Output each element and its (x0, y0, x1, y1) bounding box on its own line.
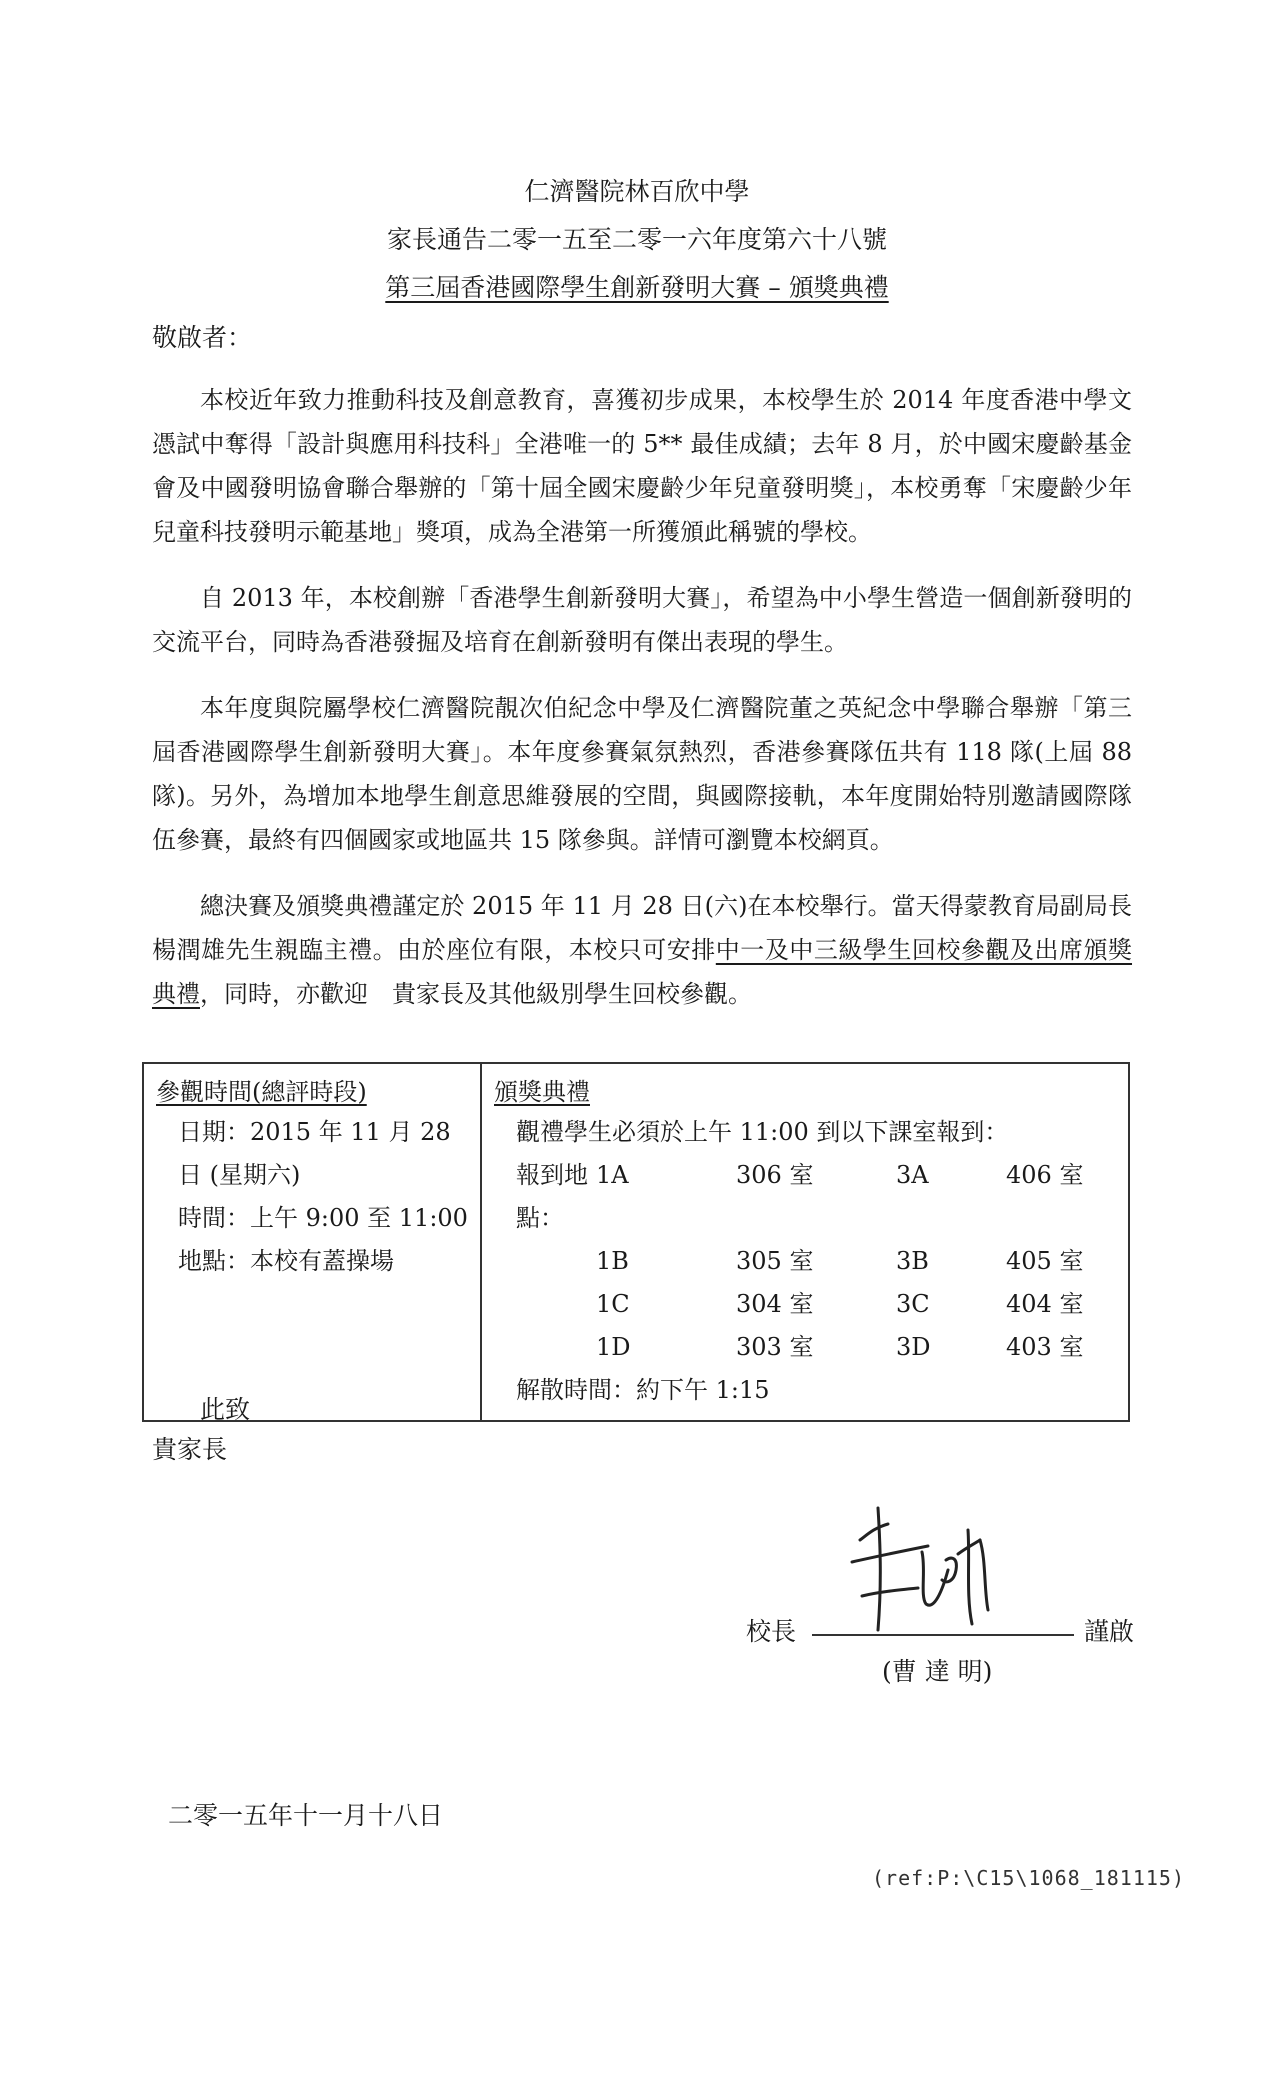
paragraph-4-text-a: 總決賽及頒獎典禮謹定於 2015 年 11 月 28 日(六)在本校舉行。當天得蒙教育局副局長楊潤雄先生親臨主禮。由於座位有限，本校只可安排 (152, 892, 1132, 964)
schedule-table (142, 1062, 1130, 1422)
visit-cell (143, 1063, 481, 1421)
reference-number: (ref:P:\C15\1068_181115) (872, 1866, 1185, 1890)
principal-signature (838, 1500, 1008, 1644)
room-class: 1C (596, 1290, 630, 1318)
school-name: 仁濟醫院林百欣中學 (524, 177, 750, 206)
room-class: 1D (596, 1333, 631, 1361)
room-number: 403 室 (1006, 1333, 1084, 1361)
paragraph-3: 本年度與院屬學校仁濟醫院靚次伯紀念中學及仁濟醫院董之英紀念中學聯合舉辦「第三屆香港國際學生創新發明大賽」。本年度參賽氣氛熱烈，香港參賽隊伍共有 118 隊(上屆 88 隊)。另外，為增加本地學生創意思維發展的空間，與國際接軌，本年度開始特別邀請國際隊伍參賽，最終有四個國家或地區共 15 隊參與。詳情可瀏覽本校網頁。 (152, 694, 1132, 854)
report-location-label: 報到地點： (516, 1161, 588, 1232)
room-class: 3B (896, 1247, 929, 1275)
room-number: 405 室 (1006, 1247, 1084, 1275)
principal-name: (曹 達 明) (882, 1657, 993, 1686)
signature-image (838, 1500, 1008, 1640)
notice-number: 家長通告二零一五至二零一六年度第六十八號 (386, 225, 887, 254)
ceremony-heading: 頒獎典禮 (494, 1078, 590, 1106)
dismissal-time: 解散時間：約下午 1:15 (516, 1376, 770, 1404)
respectfully-label: 謹啟 (1084, 1617, 1135, 1646)
closing-salutation: 此致 (200, 1395, 251, 1424)
room-class: 3C (896, 1290, 930, 1318)
notice-body (152, 378, 1132, 1038)
paragraph-1: 本校近年致力推動科技及創意教育，喜獲初步成果，本校學生於 2014 年度香港中學文憑試中奪得「設計與應用科技科」全港唯一的 5** 最佳成績；去年 8 月，於中國宋慶齡基金會及中國發明協會聯合舉辦的「第十屆全國宋慶齡少年兒童發明獎」，本校勇奪「宋慶齡少年兒童科技發明示範基地」獎項，成為全港第一所獲頒此稱號的學校。 (152, 386, 1132, 546)
paragraph-4-underlined: 中一及中三級學生回校參觀及出席頒獎典禮 (152, 936, 1133, 1008)
visit-date: 日期：2015 年 11 月 28 日 (星期六) (178, 1118, 451, 1189)
notice-subject: 第三屆香港國際學生創新發明大賽 – 頒獎典禮 (385, 273, 889, 302)
room-number: 303 室 (736, 1333, 814, 1361)
visit-time: 時間：上午 9:00 至 11:00 (178, 1204, 468, 1232)
room-class: 1B (596, 1247, 629, 1275)
room-number: 306 室 (736, 1161, 814, 1189)
paragraph-2: 自 2013 年，本校創辦「香港學生創新發明大賽」，希望為中小學生營造一個創新發明的交流平台，同時為香港發掘及培育在創新發明有傑出表現的學生。 (152, 584, 1132, 656)
greeting: 敬啟者： (152, 323, 253, 352)
ceremony-instruction: 觀禮學生必須於上午 11:00 到以下課室報到： (516, 1118, 1009, 1146)
principal-label: 校長 (746, 1617, 797, 1646)
room-number: 305 室 (736, 1247, 814, 1275)
room-class: 3D (896, 1333, 931, 1361)
ceremony-cell (481, 1063, 1129, 1421)
room-grid (494, 1154, 1116, 1369)
room-number: 404 室 (1006, 1290, 1084, 1318)
paragraph-4-text-b: ，同時，亦歡迎 貴家長及其他級別學生回校參觀。 (200, 980, 752, 1008)
visit-heading: 參觀時間(總評時段) (156, 1078, 367, 1106)
visit-venue: 地點：本校有蓋操場 (178, 1247, 394, 1275)
closing-recipient: 貴家長 (152, 1435, 228, 1464)
room-number: 304 室 (736, 1290, 814, 1318)
room-class: 3A (896, 1161, 929, 1189)
paragraph-4 (152, 884, 1132, 1016)
notice-date: 二零一五年十一月十八日 (168, 1801, 444, 1830)
notice-header (0, 168, 1274, 312)
room-number: 406 室 (1006, 1161, 1084, 1189)
room-class: 1A (596, 1161, 629, 1189)
